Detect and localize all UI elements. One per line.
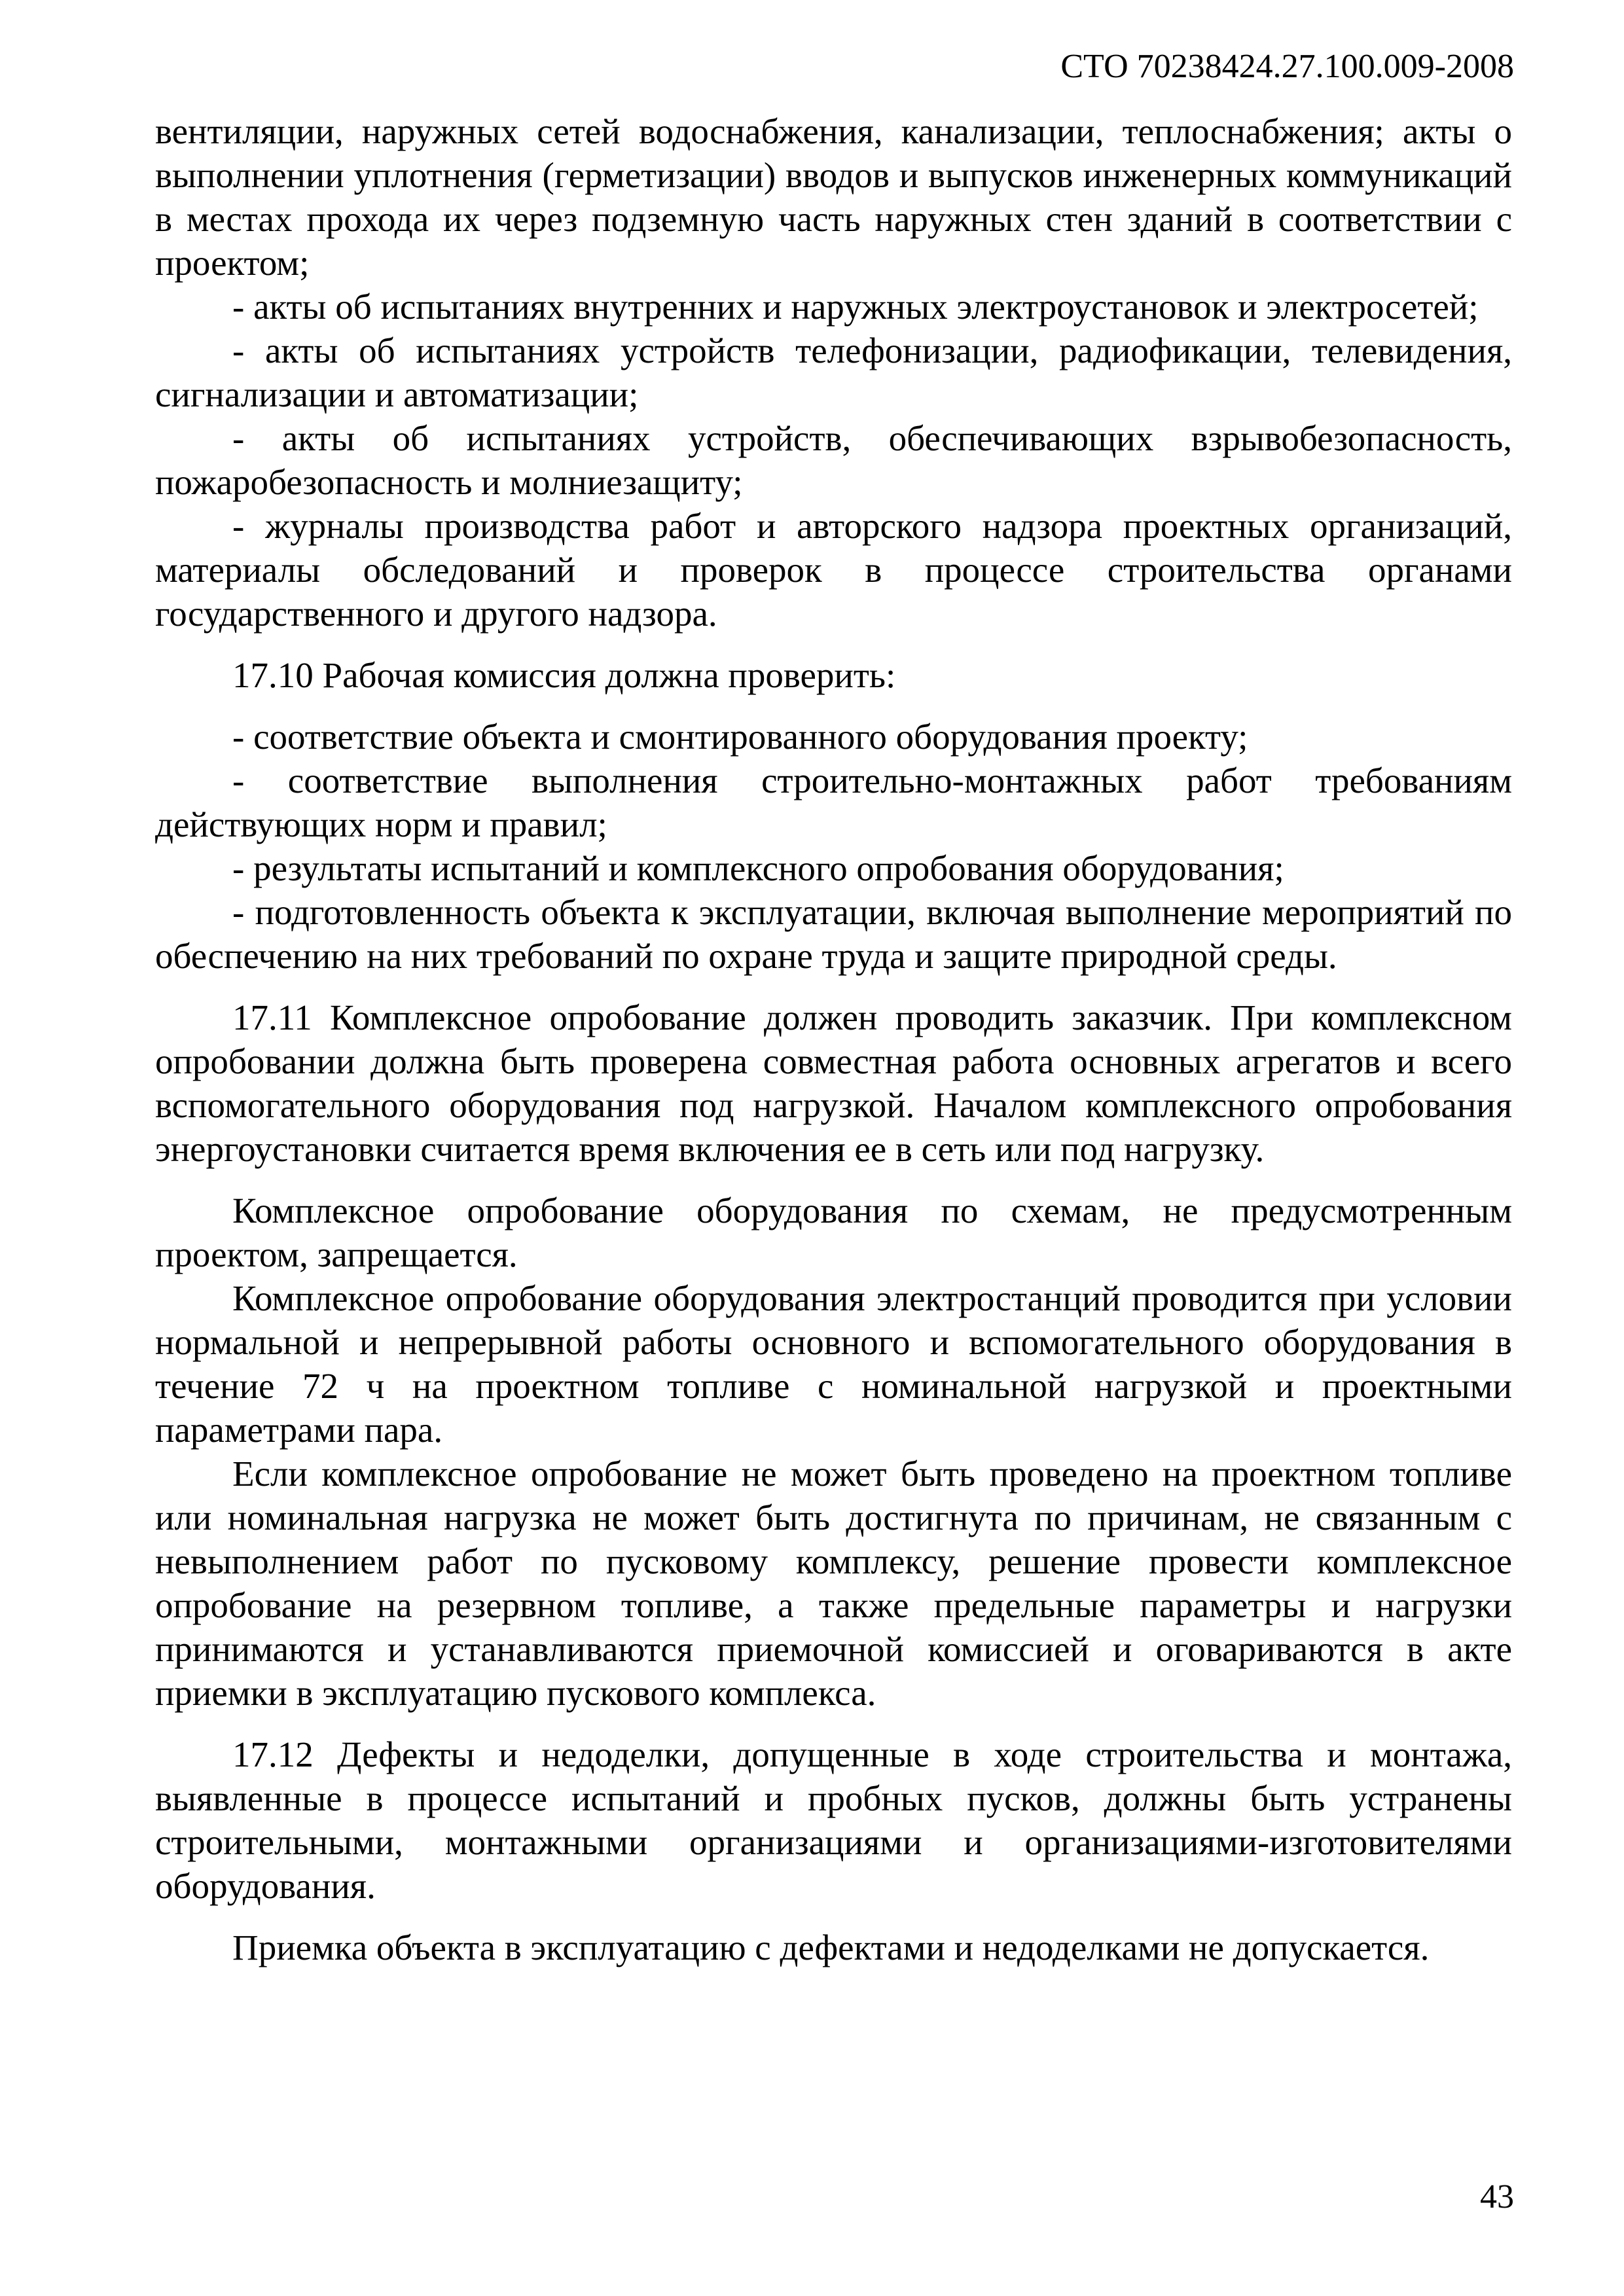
list-item-readiness: - подготовленность объекта к эксплуатации, включая выполнение мероприятий по обеспечению на них требований по охране труда и защите природной среды. (155, 892, 1512, 976)
page-body (155, 109, 1512, 1969)
list-item-electrical-tests: - акты об испытаниях внутренних и наружных электроустановок и электросетей; (232, 287, 1479, 327)
list-item-test-results: - результаты испытаний и комплексного опробования оборудования; (232, 848, 1284, 888)
paragraph-acceptance-defects: Приемка объекта в эксплуатацию с дефектами и недоделками не допускается. (232, 1928, 1430, 1967)
clause-17-11: 17.11 Комплексное опробование должен проводить заказчик. При комплексном опробовании должна быть проверена совместная работа основных агрегатов и всего вспомогательного оборудования под нагрузкой. Началом комплексного опробования энергоустановки считается время включения ее в сеть или под нагрузку. (155, 997, 1512, 1169)
document-code: СТО 70238424.27.100.009-2008 (1060, 48, 1514, 85)
paragraph-reserve-fuel: Если комплексное опробование не может быть проведено на проектном топливе или номинальная нагрузка не может быть достигнута по причинам, не связанным с невыполнением работ по пусковому комплексу, решение провести комплексное опробование на резервном топливе, а также предельные параметры и нагрузки принимаются и устанавливаются приемочной комиссией и оговариваются в акте приемки в эксплуатацию пускового комплекса. (155, 1454, 1512, 1713)
list-item-telephony-tests: - акты об испытаниях устройств телефонизации, радиофикации, телевидения, сигнализации и автоматизации; (155, 331, 1512, 414)
clause-17-12: 17.12 Дефекты и недоделки, допущенные в ходе строительства и монтажа, выявленные в процессе испытаний и пробных пусков, должны быть устранены строительными, монтажными организациями и организациями-изготовителями оборудования. (155, 1734, 1512, 1906)
page-number: 43 (1480, 2178, 1514, 2215)
paragraph-72-hours: Комплексное опробование оборудования электростанций проводится при условии нормальной и непрерывной работы основного и вспомогательного оборудования в течение 72 ч на проектном топливе с номинальной нагрузкой и проектными параметрами пара. (155, 1278, 1512, 1450)
paragraph-continuation: вентиляции, наружных сетей водоснабжения, канализации, теплоснабжения; акты о выполнении уплотнения (герметизации) вводов и выпусков инженерных коммуникаций в местах прохода их через подземную часть наружных стен зданий в соответствии с проектом; (155, 111, 1512, 283)
list-item-safety-tests: - акты об испытаниях устройств, обеспечивающих взрывобезопасность, пожаробезопасность и молниезащиту; (155, 418, 1512, 502)
paragraph-prohibited-schemes: Комплексное опробование оборудования по схемам, не предусмотренным проектом, запрещается. (155, 1191, 1512, 1274)
list-item-conformity-norms: - соответствие выполнения строительно-монтажных работ требованиям действующих норм и правил; (155, 761, 1512, 844)
list-item-journals: - журналы производства работ и авторского надзора проектных организаций, материалы обследований и проверок в процессе строительства органами государственного и другого надзора. (155, 506, 1512, 634)
clause-17-10: 17.10 Рабочая комиссия должна проверить: (232, 655, 896, 695)
list-item-conformity-project: - соответствие объекта и смонтированного оборудования проекту; (232, 717, 1248, 757)
